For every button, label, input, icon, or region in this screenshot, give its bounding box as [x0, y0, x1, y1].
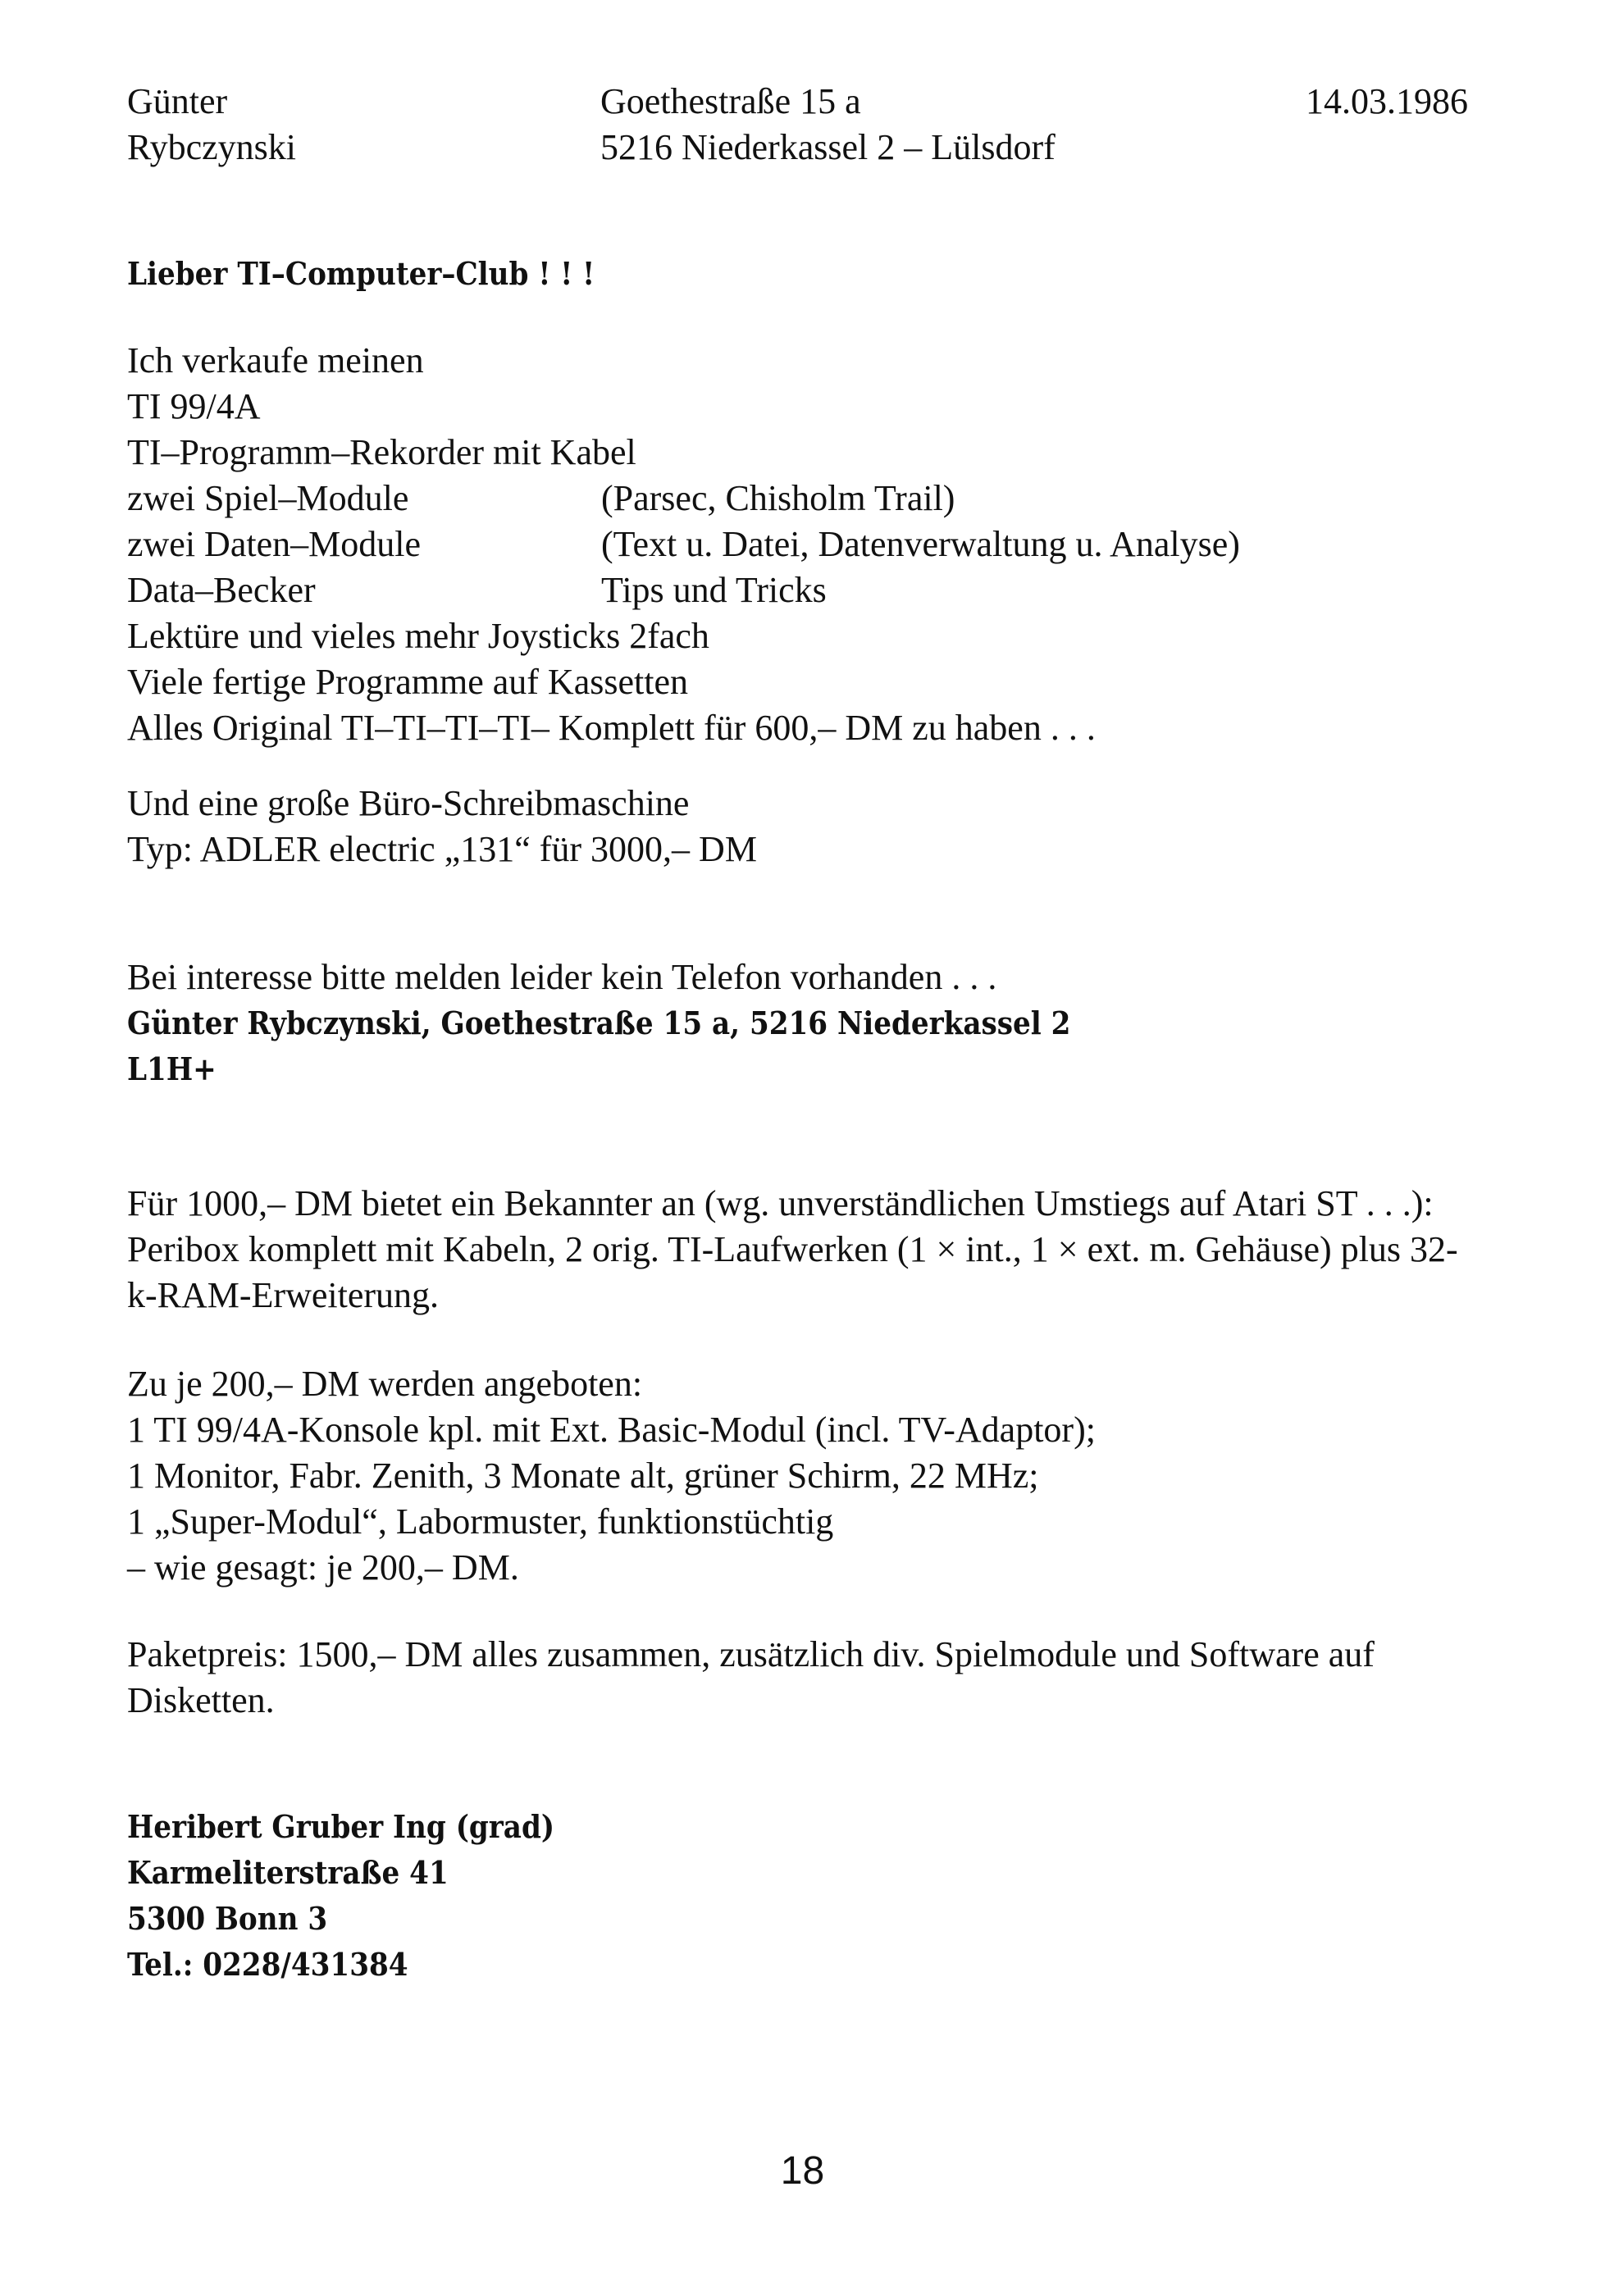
list-item	[127, 705, 1472, 751]
typewriter-line2: Typ: ADLER electric „131“ für 3000,– DM	[127, 829, 757, 869]
item-right: (Text u. Datei, Datenverwaltung u. Analyse)	[601, 524, 1240, 564]
contact-address-bold: Günter Rybczynski, Goethestraße 15 a, 5216 Niederkassel 2	[127, 1004, 1071, 1041]
signature-phone: Tel.: 0228/431384	[127, 1946, 408, 1983]
offer-block	[127, 1361, 1472, 1591]
signature-city: 5300 Bonn 3	[127, 1900, 328, 1937]
list-item	[127, 476, 1472, 522]
letter-date: 14.03.1986	[1306, 81, 1468, 121]
offer-line: 1 Monitor, Fabr. Zenith, 3 Monate alt, grüner Schirm, 22 MHz;	[127, 1456, 1039, 1496]
sender-address-line2: 5216 Niederkassel 2 – Lülsdorf	[600, 127, 1056, 167]
peribox-paragraph: Für 1000,– DM bietet ein Bekannter an (wg. unverständlichen Umstiegs auf Atari ST . . .): Peribox komplett mit Kabeln, 2 orig. TI-Laufwerken (1 × int., 1 × ext. m. Gehäuse) plus 32-k-RAM-Erweiterung.	[127, 1183, 1458, 1315]
offer-line: – wie gesagt: je 200,– DM.	[127, 1547, 519, 1588]
item-left: Lektüre und vieles mehr Joysticks 2fach	[127, 616, 709, 656]
page-number: 18	[780, 2149, 825, 2193]
item-left: TI–Programm–Rekorder mit Kabel	[127, 432, 636, 472]
list-item	[127, 613, 1472, 659]
sender-last-name: Rybczynski	[127, 127, 296, 167]
item-right: Tips und Tricks	[601, 570, 827, 610]
sale-list	[127, 338, 1472, 751]
item-right: (Parsec, Chisholm Trail)	[601, 478, 955, 518]
contact-line: Bei interesse bitte melden leider kein Telefon vorhanden . . .	[127, 957, 997, 997]
sale-intro: Ich verkaufe meinen	[127, 340, 424, 380]
list-item	[127, 430, 1472, 476]
item-left: zwei Daten–Module	[127, 524, 421, 564]
sender-address-line1: Goethestraße 15 a	[600, 81, 861, 121]
item-left: zwei Spiel–Module	[127, 478, 409, 518]
item-left: Alles Original TI–TI–TI–TI– Komplett für 600,– DM zu haben . . .	[127, 708, 1096, 748]
signature-street: Karmeliterstraße 41	[127, 1854, 449, 1891]
contact-code: L1H+	[127, 1050, 217, 1087]
list-item	[127, 384, 1472, 430]
list-item	[127, 567, 1472, 613]
signature-block	[127, 1804, 1472, 1988]
typewriter-line1: Und eine große Büro-Schreibmaschine	[127, 783, 690, 823]
salutation: Lieber TI–Computer–Club ! ! !	[127, 255, 595, 292]
item-left: TI 99/4A	[127, 386, 261, 426]
sender-first-name: Günter	[127, 81, 228, 121]
list-item	[127, 659, 1472, 705]
offer-line: 1 „Super-Modul“, Labormuster, funktionstüchtig	[127, 1501, 834, 1542]
package-price: Paketpreis: 1500,– DM alles zusammen, zusätzlich div. Spielmodule und Software auf Disketten.	[127, 1634, 1375, 1720]
offer-intro: Zu je 200,– DM werden angeboten:	[127, 1364, 643, 1404]
offer-line: 1 TI 99/4A-Konsole kpl. mit Ext. Basic-Modul (incl. TV-Adaptor);	[127, 1410, 1096, 1450]
item-left: Data–Becker	[127, 570, 316, 610]
list-item	[127, 522, 1472, 567]
signature-name: Heribert Gruber Ing (grad)	[127, 1808, 555, 1845]
item-left: Viele fertige Programme auf Kassetten	[127, 662, 688, 702]
